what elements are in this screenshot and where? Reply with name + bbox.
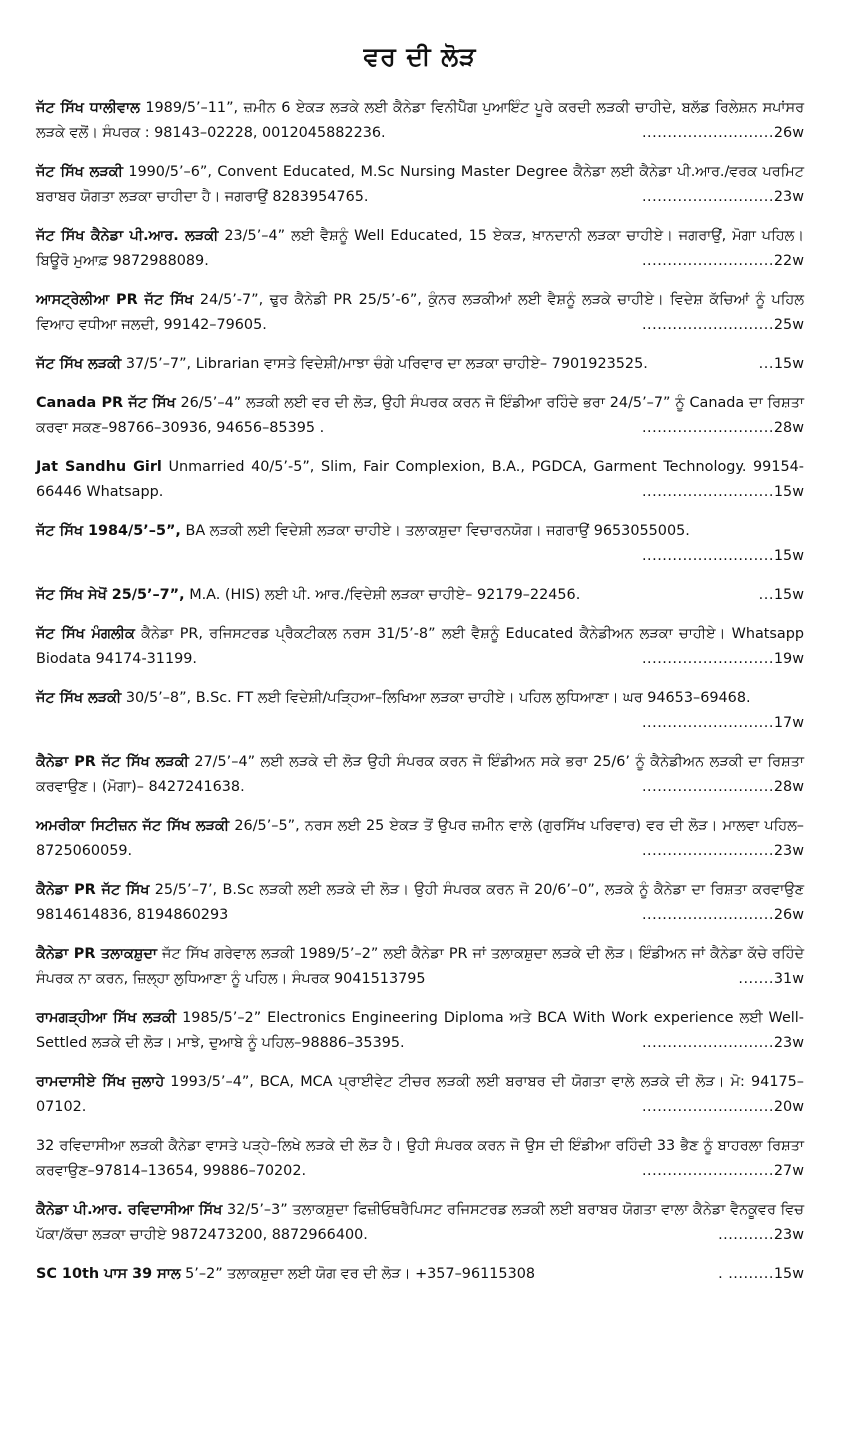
ad-code-value: 19w — [773, 651, 804, 667]
ad-text: ਕੈਨੇਡਾ PR, ਰਜਿਸਟਰਡ ਪ੍ਰੈਕਟੀਕਲ ਨਰਸ 31/5’-8” ਲਈ ਵੈਸ਼ਨੂੰ Educated ਕੈਨੇਡੀਅਨ ਲੜਕਾ ਚਾਹੀਏ। Whatsapp Biodata 94174-31199. — [36, 626, 805, 667]
ad-code-value: 20w — [773, 1099, 804, 1115]
ad-dots: .......................... — [641, 253, 774, 269]
ad-dots: .......................... — [641, 1035, 774, 1051]
ad-code-value: 23w — [773, 189, 804, 205]
ad-lead: Jat Sandhu Girl — [36, 459, 162, 475]
ad-code — [636, 121, 804, 146]
ad-code-value: 25w — [773, 317, 804, 333]
ad-lead: ਜੱਟ ਸਿੱਖ ਧਾਲੀਵਾਲ — [36, 100, 140, 116]
ad-code-value: 28w — [773, 420, 804, 436]
ad-text: 27/5’–4” ਲਈ ਲੜਕੇ ਦੀ ਲੋੜ ਉਹੀ ਸੰਪਰਕ ਕਰਨ ਜੋ ਇੰਡੀਅਨ ਸਕੇ ਭਰਾ 25/6’ ਨੂੰ ਕੈਨੇਡੀਅਨ ਲੜਕੀ ਦਾ ਰਿਸ਼ਤਾ ਕਰਵਾਉਣ। (ਮੋਗਾ)– 8427241638. — [36, 754, 805, 795]
ad-text: 5’–2” ਤਲਾਕਸ਼ੁਦਾ ਲਈ ਯੋਗ ਵਰ ਦੀ ਲੋੜ। +357–96115308 — [185, 1266, 536, 1282]
page-title: ਵਰ ਦੀ ਲੋੜ — [363, 42, 477, 71]
ad-dots: ... — [758, 587, 774, 603]
ad-item — [36, 750, 804, 800]
ad-code — [636, 903, 804, 928]
ad-code — [636, 711, 804, 736]
ad-dots: .......................... — [641, 189, 774, 205]
ad-lead: ਕੈਨੇਡਾ ਪੀ.ਆਰ. ਰਵਿਦਾਸੀਆ ਸਿੱਖ — [36, 1202, 223, 1218]
ad-lead: ਜੱਟ ਸਿੱਖ 1984/5’–5”, — [36, 523, 181, 539]
ad-text: 32 ਰਵਿਦਾਸੀਆ ਲੜਕੀ ਕੈਨੇਡਾ ਵਾਸਤੇ ਪੜ੍ਹੇ–ਲਿਖੇ ਲੜਕੇ ਦੀ ਲੋੜ ਹੈ। ਉਹੀ ਸੰਪਰਕ ਕਰਨ ਜੋ ਉਸ ਦੀ ਇੰਡੀਆ ਰਹਿੰਦੀ 33 ਭੈਣ ਨੂੰ ਬਾਹਰਲਾ ਰਿਸ਼ਤਾ ਕਰਵਾਉਣ–97814–13654, 99886–70202. — [36, 1138, 804, 1179]
ad-text: 26/5’–4” ਲੜਕੀ ਲਈ ਵਰ ਦੀ ਲੋੜ, ਉਹੀ ਸੰਪਰਕ ਕਰਨ ਜੋ ਇੰਡੀਆ ਰਹਿੰਦੇ ਭਰਾ 24/5’–7” ਨੂੰ Canada ਦਾ ਰਿਸ਼ਤਾ ਕਰਵਾ ਸਕਣ–98766–30936, 94656–85395 . — [36, 395, 804, 436]
ad-item — [36, 622, 804, 672]
ad-text: Unmarried 40/5’-5”, Slim, Fair Complexion, B.A., PGDCA, Garment Technology. 99154-66446 Whatsapp. — [36, 459, 804, 500]
ad-lead: ਰਾਮਗੜ੍ਹੀਆ ਸਿੱਖ ਲੜਕੀ — [36, 1010, 177, 1026]
ad-dots: . ......... — [718, 1266, 774, 1282]
ad-item — [36, 878, 804, 928]
ad-dots: .......................... — [641, 907, 774, 923]
ad-dots: .......................... — [641, 484, 774, 500]
ad-code-value: 15w — [773, 587, 804, 603]
ad-code-value: 28w — [773, 779, 804, 795]
ad-text: ਜੱਟ ਸਿੱਖ ਗਰੇਵਾਲ ਲੜਕੀ 1989/5’–2” ਲਈ ਕੈਨੇਡਾ PR ਜਾਂ ਤਲਾਕਸ਼ੁਦਾ ਲੜਕੇ ਦੀ ਲੋੜ। ਇੰਡੀਅਨ ਜਾਂ ਕੈਨੇਡਾ ਕੱਚੇ ਰਹਿੰਦੇ ਸੰਪਰਕ ਨਾ ਕਰਨ, ਜ਼ਿਲ੍ਹਾ ਲੁਧਿਆਣਾ ਨੂੰ ਪਹਿਲ। ਸੰਪਰਕ 9041513795 — [36, 946, 804, 987]
ad-item — [36, 814, 804, 864]
ad-text: 30/5’–8”, B.Sc. FT ਲਈ ਵਿਦੇਸ਼ੀ/ਪੜ੍ਹਿਆ–ਲਿਖਿਆ ਲੜਕਾ ਚਾਹੀਏ। ਪਹਿਲ ਲੁਧਿਆਣਾ। ਘਰ 94653–69468. — [125, 690, 751, 706]
ad-dots: .......................... — [641, 651, 774, 667]
ad-item — [36, 519, 804, 569]
ad-code-value: 15w — [773, 356, 804, 372]
ad-code-value: 23w — [773, 1227, 804, 1243]
ad-code — [636, 1159, 804, 1184]
ad-item — [36, 391, 804, 441]
ad-lead: ਆਸਟ੍ਰੇਲੀਆ PR ਜੱਟ ਸਿੱਖ — [36, 292, 194, 308]
ad-lead: ਜੱਟ ਸਿੱਖ ਸੇਖੋਂ 25/5’–7”, — [36, 587, 185, 603]
ad-dots: ........... — [718, 1227, 774, 1243]
ad-lead: ਜੱਟ ਸਿੱਖ ਮੰਗਲੀਕ — [36, 626, 135, 642]
ad-item — [36, 455, 804, 505]
ad-item — [36, 1006, 804, 1056]
ad-text: 25/5’–7’, B.Sc ਲੜਕੀ ਲਈ ਲੜਕੇ ਦੀ ਲੋੜ। ਉਹੀ ਸੰਪਰਕ ਕਰਨ ਜੋ 20/6’–0”, ਲੜਕੇ ਨੂੰ ਕੈਨੇਡਾ ਦਾ ਰਿਸ਼ਤਾ ਕਰਵਾਉਣ 9814614836, 8194860293 — [36, 882, 805, 923]
ad-dots: .......................... — [641, 548, 774, 564]
ad-lead: ਅਮਰੀਕਾ ਸਿਟੀਜ਼ਨ ਜੱਟ ਸਿੱਖ ਲੜਕੀ — [36, 818, 230, 834]
ad-lead: ਕੈਨੇਡਾ PR ਤਲਾਕਸ਼ੁਦਾ — [36, 946, 157, 962]
ad-code — [753, 583, 804, 608]
ad-text: 1990/5’–6”, Convent Educated, M.Sc Nursing Master Degree ਕੈਨੇਡਾ ਲਈ ਕੈਨੇਡਾ ਪੀ.ਆਰ./ਵਰਕ ਪਰਮਿਟ ਬਰਾਬਰ ਯੋਗਤਾ ਲੜਕਾ ਚਾਹੀਦਾ ਹੈ। ਜਗਰਾਉਂ 8283954765. — [36, 164, 804, 205]
ad-text: 37/5’–7”, Librarian ਵਾਸਤੇ ਵਿਦੇਸ਼ੀ/ਮਾਝਾ ਚੰਗੇ ਪਰਿਵਾਰ ਦਾ ਲੜਕਾ ਚਾਹੀਏ– 7901923525. — [125, 356, 648, 372]
ad-item — [36, 352, 804, 377]
ad-code — [636, 416, 804, 441]
ad-text: 24/5’-7”, ਢੁਰ ਕੈਨੇਡੀ PR 25/5’-6”, ਕੁੰਨਰ ਲੜਕੀਆਂ ਲਈ ਵੈਸ਼ਨੂੰ ਲੜਕੇ ਚਾਹੀਏ। ਵਿਦੇਸ਼ ਕੱਚਿਆਂ ਨੂੰ ਪਹਿਲ ਵਿਆਹ ਵਧੀਆ ਜਲਦੀ, 99142–79605. — [36, 292, 804, 333]
ad-code — [636, 775, 804, 800]
ad-lead: ਜੱਟ ਸਿੱਖ ਕੈਨੇਡਾ ਪੀ.ਆਰ. ਲੜਕੀ — [36, 228, 219, 244]
ad-dots: .......................... — [641, 843, 774, 859]
ad-code — [636, 480, 804, 505]
ad-code — [732, 967, 804, 992]
ad-dots: .......................... — [641, 1099, 774, 1115]
ad-code — [636, 544, 804, 569]
ad-code-value: 15w — [773, 548, 804, 564]
ad-text: 1985/5’–2” Electronics Engineering Diploma ਅਤੇ BCA With Work experience ਲਈ Well-Settled ਲੜਕੇ ਦੀ ਲੋੜ। ਮਾਝੇ, ਦੁਆਬੇ ਨੂੰ ਪਹਿਲ–98886–35395. — [36, 1010, 804, 1051]
ad-code-value: 23w — [773, 1035, 804, 1051]
ad-code — [636, 313, 804, 338]
ad-code-value: 17w — [773, 715, 804, 731]
ad-dots: .......................... — [641, 715, 774, 731]
ad-lead: ਜੱਟ ਸਿੱਖ ਲੜਕੀ — [36, 164, 123, 180]
ad-code-value: 27w — [773, 1163, 804, 1179]
ad-item — [36, 1134, 804, 1184]
ad-item — [36, 1070, 804, 1120]
ad-code-value: 22w — [773, 253, 804, 269]
ad-lead: ਜੱਟ ਸਿੱਖ ਲੜਕੀ — [36, 356, 122, 372]
ad-code — [712, 1223, 804, 1248]
ad-item — [36, 1198, 804, 1248]
ad-dots: .......................... — [641, 779, 774, 795]
ad-code — [636, 647, 804, 672]
ad-text: 1993/5’–4”, BCA, MCA ਪ੍ਰਾਈਵੇਟ ਟੀਚਰ ਲੜਕੀ ਲਈ ਬਰਾਬਰ ਦੀ ਯੋਗਤਾ ਵਾਲੇ ਲੜਕੇ ਦੀ ਲੋੜ। ਮੋ: 94175–07102. — [36, 1074, 804, 1115]
ad-code-value: 15w — [773, 1266, 804, 1282]
ad-text: M.A. (HIS) ਲਈ ਪੀ. ਆਰ./ਵਿਦੇਸ਼ੀ ਲੜਕਾ ਚਾਹੀਏ– 92179–22456. — [189, 587, 581, 603]
ad-lead: ਰਾਮਦਾਸੀਏ ਸਿੱਖ ਜੁਲਾਹੇ — [36, 1074, 165, 1090]
ad-lead: Canada PR ਜੱਟ ਸਿੱਖ — [36, 395, 176, 411]
ad-code — [712, 1262, 804, 1287]
ad-item — [36, 942, 804, 992]
ad-dots: ... — [758, 356, 774, 372]
ad-text: 32/5’–3” ਤਲਾਕਸ਼ੁਦਾ ਫਿਜ਼ੀਓਥਰੈਪਿਸਟ ਰਜਿਸਟਰਡ ਲੜਕੀ ਲਈ ਬਰਾਬਰ ਯੋਗਤਾ ਵਾਲਾ ਕੈਨੇਡਾ ਵੈਨਕੂਵਰ ਵਿਚ ਪੱਕਾ/ਕੱਚਾ ਲੜਕਾ ਚਾਹੀਏ 9872473200, 8872966400. — [36, 1202, 805, 1243]
ad-list — [36, 96, 804, 1287]
ad-code — [636, 185, 804, 210]
ad-code — [753, 352, 804, 377]
ad-dots: ....... — [738, 971, 774, 987]
ad-item — [36, 583, 804, 608]
ad-text: 26/5’–5”, ਨਰਸ ਲਈ 25 ਏਕੜ ਤੋਂ ਉਪਰ ਜ਼ਮੀਨ ਵਾਲੇ (ਗੁਰਸਿੱਖ ਪਰਿਵਾਰ) ਵਰ ਦੀ ਲੋੜ। ਮਾਲਵਾ ਪਹਿਲ– 8725060059. — [36, 818, 804, 859]
ad-code-value: 26w — [773, 907, 804, 923]
ad-lead: ਕੈਨੇਡਾ PR ਜੱਟ ਸਿੱਖ — [36, 882, 150, 898]
ad-text: 1989/5’–11”, ਜ਼ਮੀਨ 6 ਏਕੜ ਲੜਕੇ ਲਈ ਕੈਨੇਡਾ ਵਿਨੀਪੈੱਗ ਪੁਆਇੰਟ ਪੂਰੇ ਕਰਦੀ ਲੜਕੀ ਚਾਹੀਦੇ, ਬਲੱਡ ਰਿਲੇਸ਼ਨ ਸਪਾਂਸਰ ਲੜਕੇ ਵਲੋਂ। ਸੰਪਰਕ : 98143–02228, 0012045882236. — [36, 100, 805, 141]
ad-item — [36, 224, 804, 274]
ad-lead: ਕੈਨੇਡਾ PR ਜੱਟ ਸਿੱਖ ਲੜਕੀ — [36, 754, 189, 770]
ad-text: BA ਲੜਕੀ ਲਈ ਵਿਦੇਸ਼ੀ ਲੜਕਾ ਚਾਹੀਏ। ਤਲਾਕਸ਼ੁਦਾ ਵਿਚਾਰਨਯੋਗ। ਜਗਰਾਉਂ 9653055005. — [185, 523, 690, 539]
ad-code-value: 15w — [773, 484, 804, 500]
ad-code-value: 23w — [773, 843, 804, 859]
ad-item — [36, 160, 804, 210]
ad-code — [636, 839, 804, 864]
ad-dots: .......................... — [641, 125, 774, 141]
ad-dots: .......................... — [641, 1163, 774, 1179]
ad-code-value: 26w — [773, 125, 804, 141]
ad-code — [636, 1031, 804, 1056]
ad-item — [36, 1262, 804, 1287]
ad-text: 23/5’–4” ਲਈ ਵੈਸ਼ਨੂੰ Well Educated, 15 ਏਕੜ, ਖ਼ਾਨਦਾਨੀ ਲੜਕਾ ਚਾਹੀਏ। ਜਗਰਾਉਂ, ਮੋਗਾ ਪਹਿਲ। ਬਿਊਰੋ ਮੁਆਫ਼ 9872988089. — [36, 228, 804, 269]
ad-item — [36, 686, 804, 736]
ad-dots: .......................... — [641, 317, 774, 333]
ad-code — [636, 249, 804, 274]
ad-lead: SC 10th ਪਾਸ 39 ਸਾਲ — [36, 1266, 181, 1282]
ad-lead: ਜੱਟ ਸਿੱਖ ਲੜਕੀ — [36, 690, 122, 706]
ad-code-value: 31w — [773, 971, 804, 987]
ad-code — [636, 1095, 804, 1120]
ad-dots: .......................... — [641, 420, 774, 436]
ad-item — [36, 288, 804, 338]
ad-item — [36, 96, 804, 146]
